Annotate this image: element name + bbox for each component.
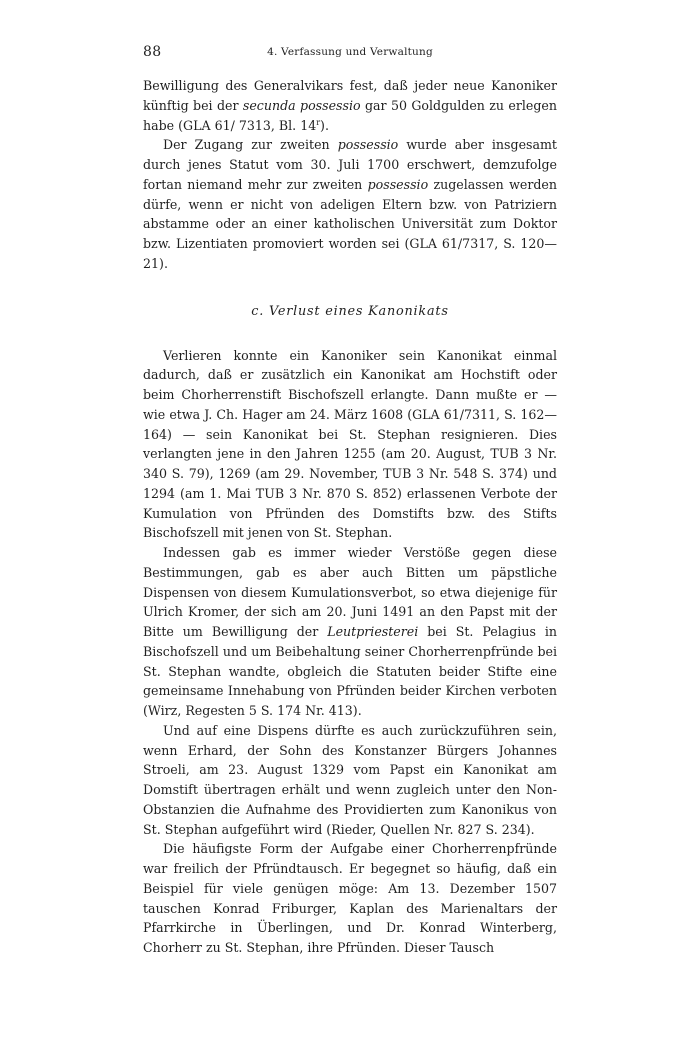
paragraph-5: Und auf eine Dispens dürfte es auch zurückzuführen sein, wenn Erhard, der Sohn des Konstanzer Bürgers Johannes Stroeli, am 23. August 1329 vom Papst ein Kanonikat am Domstift übertragen erhält und wenn zugleich unter den Non-Obstanzien die Aufnahme des Providierten zum Kanonikus von St. Stephan aufgeführt wird (Rieder, Quellen Nr. 827 S. 234). [143, 722, 557, 837]
paragraph-1-text-a: Bewilligung des Generalvikars fest, daß jeder neue Kanoniker künftig bei der [143, 78, 557, 113]
paragraph-4-text-a: Indessen gab es immer wieder Verstöße gegen diese Bestimmungen, gab es aber auch Bitten um päpstliche Dispensen von diesem Kumulationsverbot, so etwa diejenige für Ulrich Kromer, der sich am 20. Juni 1491 an den Papst mit der Bitte um Bewilligung der [143, 545, 557, 639]
paragraph-1-text-c: ). [320, 117, 329, 133]
paragraph-2 [143, 135, 557, 273]
paragraph-1 [143, 76, 557, 135]
paragraph-4 [143, 543, 557, 721]
page-number: 88 [143, 44, 162, 60]
paragraph-4-text-b: bei St. Pelagius in Bischofszell und um Beibehaltung seiner Chorherrenpfründe bei St. Stephan wandte, obgleich die Statuten beider Stifte eine gemeinsame Innehabung von Pfründen beider Kirchen verboten (Wirz, Regesten 5 S. 174 Nr. 413). [143, 624, 558, 718]
paragraph-6: Die häufigste Form der Aufgabe einer Chorherrenpfründe war freilich der Pfründtausch. Er begegnet so häufig, daß ein Beispiel für viele genügen möge: Am 13. Dezember 1507 tauschen Konrad Friburger, Kaplan des Marienaltars der Pfarrkirche in Überlingen, und Dr. Konrad Winterberg, Chorherr zu St. Stephan, ihre Pfründen. Dieser Tausch [143, 841, 557, 955]
paragraph-2-text-a: Der Zugang zur zweiten [163, 137, 338, 153]
paragraph-1-superscript: r [316, 117, 321, 127]
paragraph-2-italic-2: possessio [367, 176, 429, 192]
paragraph-1-text-b: gar 50 Goldgulden zu erlegen habe (GLA 61/ 7313, Bl. 14 [143, 97, 557, 133]
paragraph-2-italic-1: possessio [337, 137, 399, 153]
paragraph-1-italic: secunda possessio [242, 97, 361, 113]
book-page [143, 44, 557, 958]
section-heading: c. Verlust eines Kanonikats [251, 303, 449, 319]
paragraph-2-text-c: zugelassen werden dürfe, wenn er nicht von adeligen Eltern bzw. von Patriziern abstamme oder an einer katholischen Universität zum Doktor bzw. Lizentiaten promoviert worden sei (GLA 61/7317, S. 120—21). [143, 176, 557, 271]
paragraph-4-italic: Leutpriesterei [327, 624, 419, 639]
paragraph-2-text-b: wurde aber insgesamt durch jenes Statut vom 30. Juli 1700 erschwert, demzufolge fortan niemand mehr zur zweiten [143, 137, 557, 192]
running-head [143, 44, 557, 66]
paragraph-3: Verlieren konnte ein Kanoniker sein Kanonikat einmal dadurch, daß er zusätzlich ein Kanonikat am Hochstift oder beim Chorherrenstift Bischofszell erlangte. Dann mußte er — wie etwa J. Ch. Hager am 24. März 1608 (GLA 61/7311, S. 162—164) — sein Kanonikat bei St. Stephan resignieren. Dies verlangten jene in den Jahren 1255 (am 20. August, TUB 3 Nr. 340 S. 79), 1269 (am 29. November, TUB 3 Nr. 548 S. 374) und 1294 (am 1. Mai TUB 3 Nr. 870 S. 852) erlassenen Verbote der Kumulation von Pfründen des Domstifts bzw. des Stifts Bischofszell mit jenen von St. Stephan. [143, 347, 557, 541]
chapter-title: 4. Verfassung und Verwaltung [267, 46, 433, 58]
